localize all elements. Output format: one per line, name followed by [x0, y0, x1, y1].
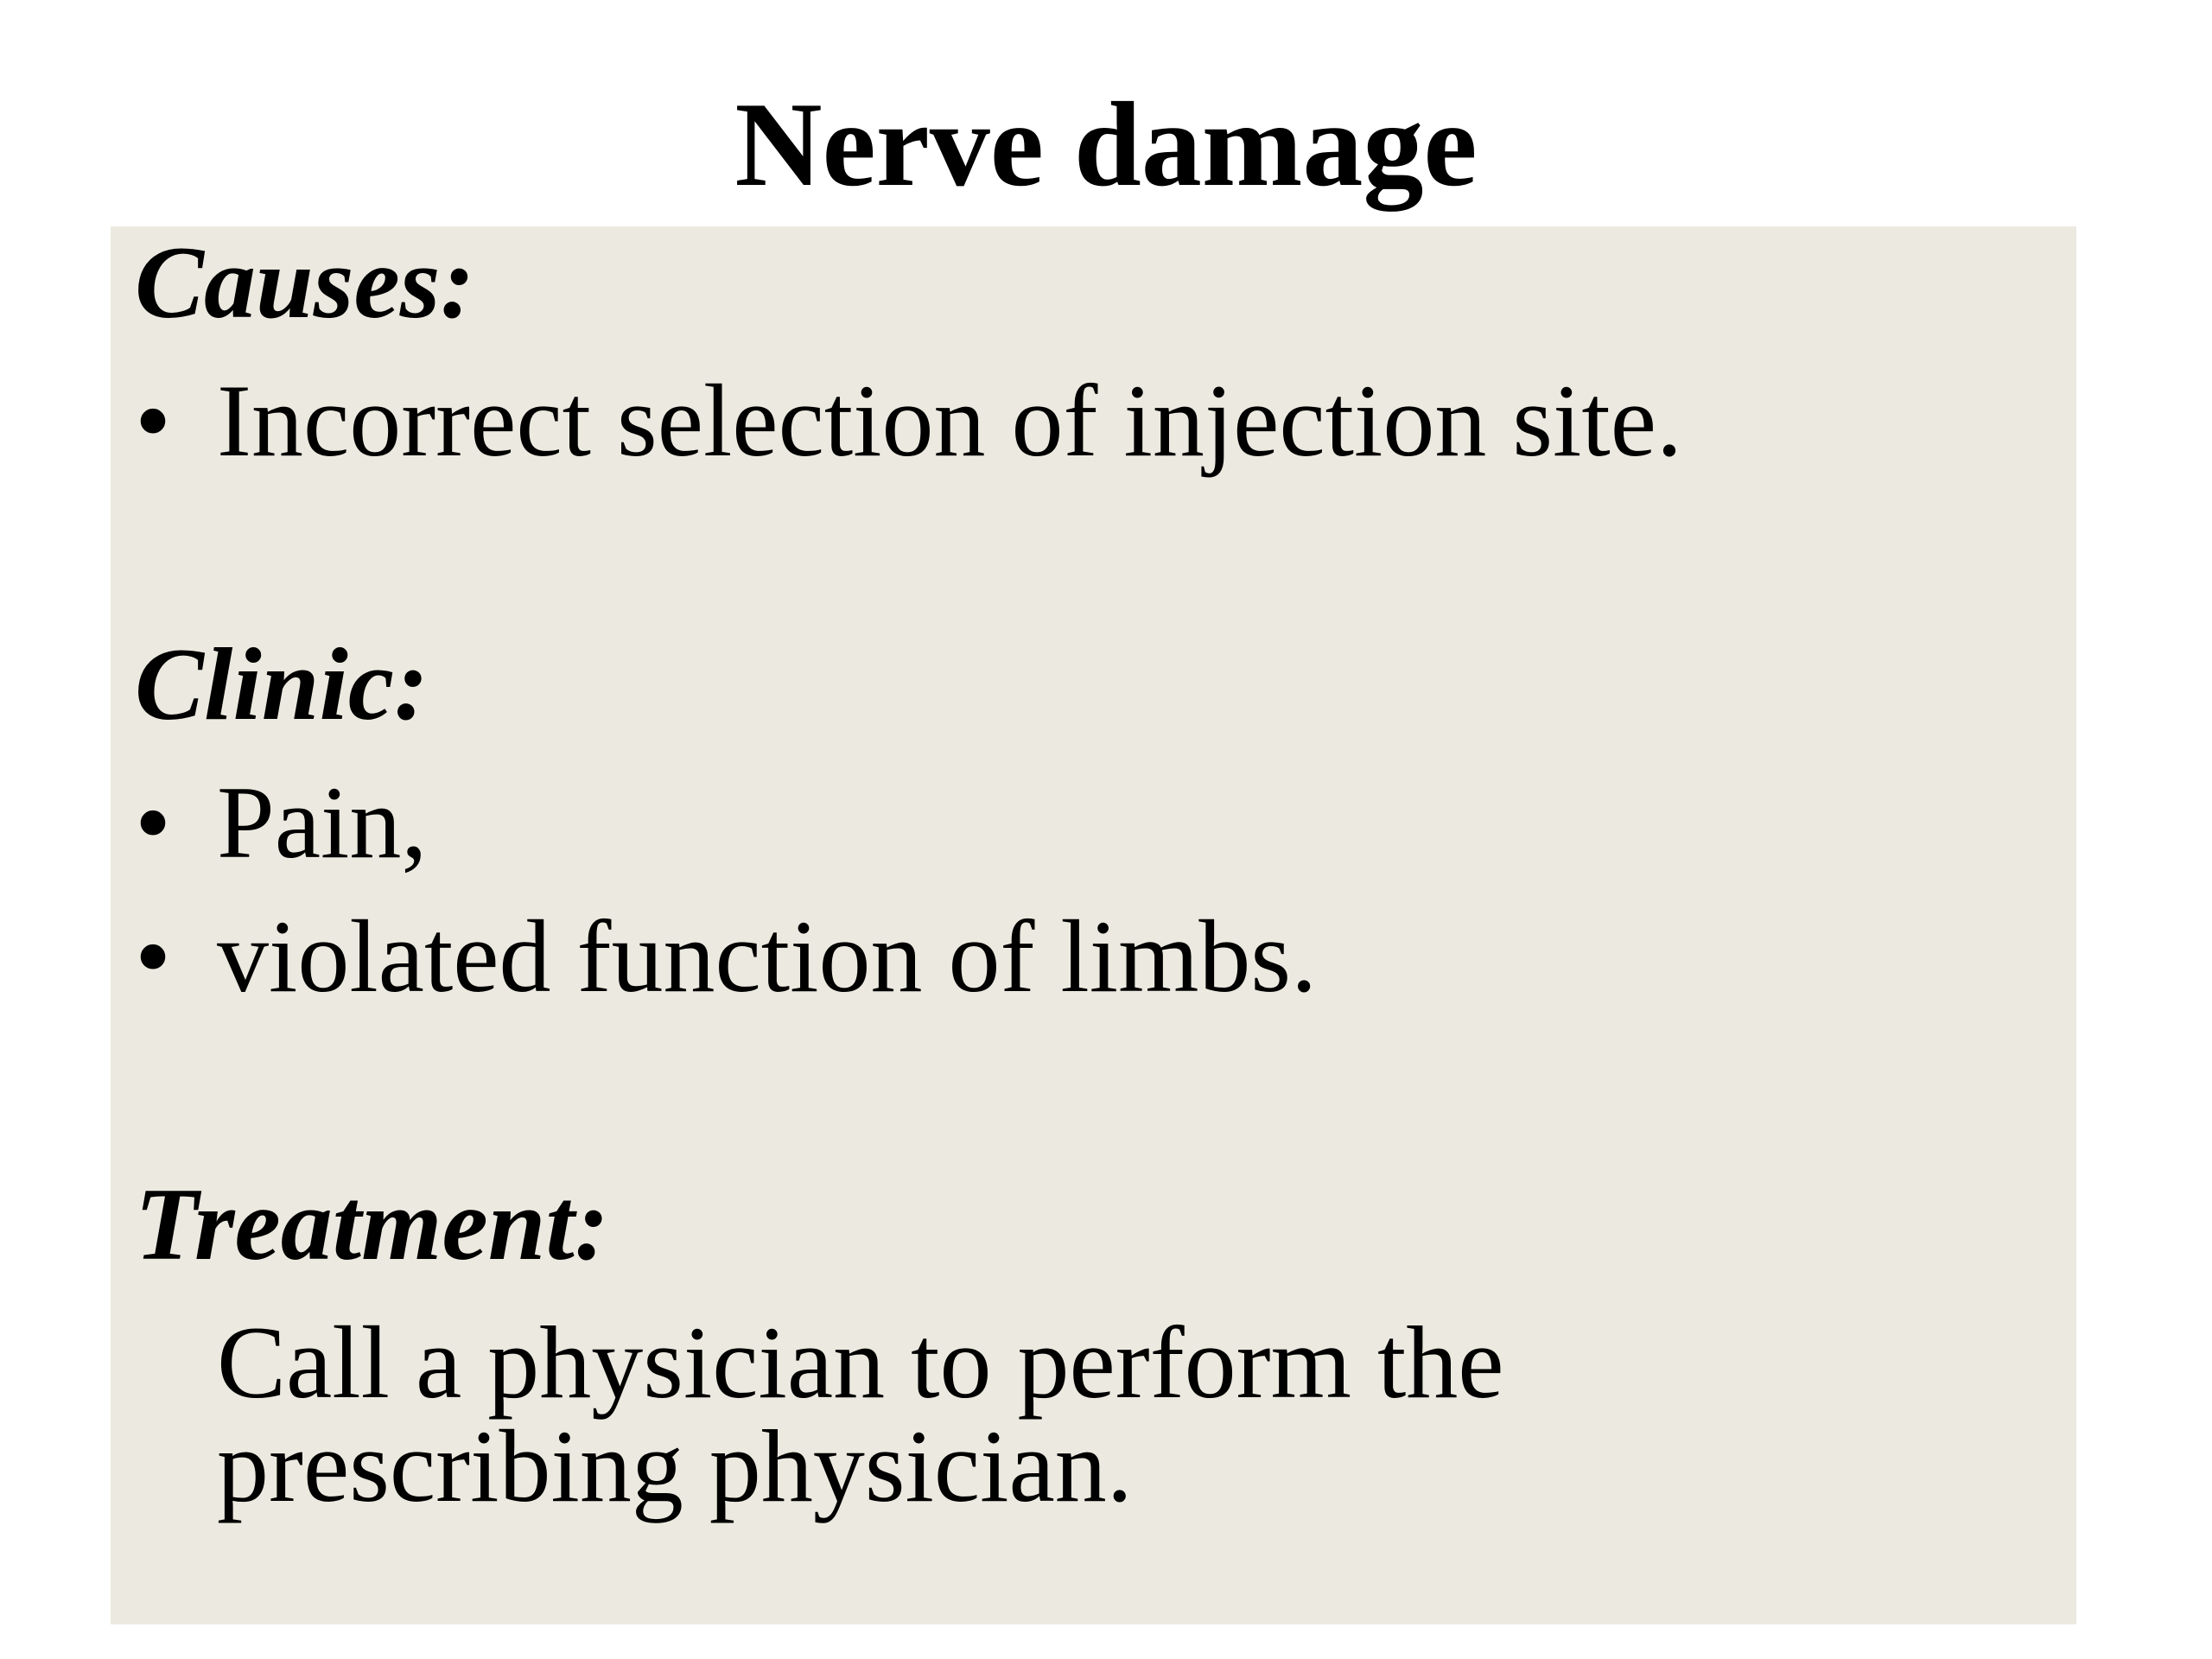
- bullet-icon: •: [135, 899, 172, 1014]
- treatment-heading: Treatment:: [135, 1166, 609, 1281]
- treatment-text-line: prescribing physician.: [217, 1408, 1133, 1523]
- clinic-list-item: [135, 766, 427, 879]
- clinic-list-item: [135, 900, 1317, 1013]
- treatment-text-line: Call a physician to perform the: [217, 1305, 1504, 1420]
- causes-list-item: [135, 365, 1682, 477]
- clinic-item-text: Pain,: [217, 765, 428, 880]
- bullet-icon: •: [135, 363, 172, 478]
- clinic-item-text: violated function of limbs.: [217, 899, 1318, 1014]
- bullet-icon: •: [135, 765, 172, 880]
- causes-item-text: Incorrect selection of injection site.: [217, 363, 1682, 478]
- slide-title: Nerve damage: [734, 78, 1478, 212]
- causes-heading: Causes:: [135, 225, 475, 340]
- content-box: [111, 226, 2076, 1624]
- clinic-heading: Clinic:: [135, 626, 429, 741]
